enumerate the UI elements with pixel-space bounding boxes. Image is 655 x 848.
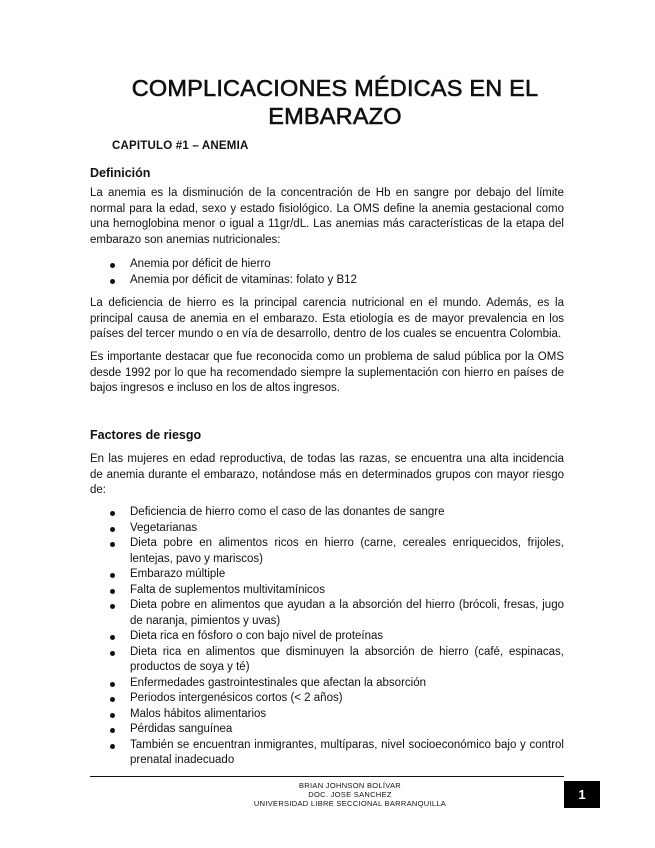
list-item: Enfermedades gastrointestinales que afectan la absorción	[130, 676, 564, 692]
footer-university: UNIVERSIDAD LIBRE SECCIONAL BARRANQUILLA	[253, 799, 447, 808]
list-item: Periodos intergenésicos cortos (< 2 años)	[130, 691, 564, 707]
list-item: Deficiencia de hierro como el caso de las donantes de sangre	[130, 505, 564, 521]
document-title: COMPLICACIONES MÉDICAS EN EL EMBARAZO	[131, 75, 539, 129]
section-heading-definicion: Definición	[90, 166, 151, 180]
list-item: Anemia por déficit de vitaminas: folato y B12	[130, 273, 564, 289]
risk-factors-list	[90, 505, 564, 769]
list-item: Falta de suplementos multivitamínicos	[130, 583, 564, 599]
list-item: Dieta rica en fósforo o con bajo nivel de proteínas	[130, 629, 564, 645]
list-item: Anemia por déficit de hierro	[130, 257, 564, 273]
iron-deficiency-paragraph: La deficiencia de hierro es la principal carencia nutricional en el mundo. Además, es la principal causa de anemia en el embarazo. Esta etiología es de mayor prevalencia en los países del tercer mundo o en vía de desarrollo, dentro de los cuales se encuentra Colombia.	[90, 297, 564, 340]
footer-doctor: DOC. JOSE SANCHEZ	[308, 790, 392, 799]
list-item: Malos hábitos alimentarios	[130, 707, 564, 723]
list-item: Dieta pobre en alimentos que ayudan a la absorción del hierro (brócoli, fresas, jugo de naranja, pimientos y uvas)	[130, 598, 564, 629]
footer	[180, 781, 520, 808]
risk-intro-paragraph: En las mujeres en edad reproductiva, de todas las razas, se encuentra una alta incidencia de anemia durante el embarazo, notándose más en determinados grupos con mayor riesgo de:	[90, 453, 564, 496]
chapter-heading: CAPITULO #1 – ANEMIA	[112, 140, 249, 152]
oms-paragraph: Es importante destacar que fue reconocida como un problema de salud pública por la OMS desde 1992 por lo que ha recomendado siempre la suplementación con hierro en países de bajos ingresos e incluso en los de altos ingresos.	[90, 351, 564, 394]
list-item: Dieta pobre en alimentos ricos en hierro (carne, cereales enriquecidos, frijoles, lentejas, pavo y mariscos)	[130, 536, 564, 567]
list-item: También se encuentran inmigrantes, multíparas, nivel socioeconómico bajo y control prenatal inadecuado	[130, 738, 564, 769]
definition-paragraph: La anemia es la disminución de la concentración de Hb en sangre por debajo del límite normal para la edad, sexo y estado fisiológico. La OMS define la anemia gestacional como una hemoglobina menor o igual a 11gr/dL. Las anemias más características de la etapa del embarazo son anemias nutricionales:	[90, 187, 564, 246]
list-item: Dieta rica en alimentos que disminuyen la absorción de hierro (café, espinacas, productos de soya y té)	[130, 645, 564, 676]
page-number: 1	[564, 781, 600, 808]
list-item: Pérdidas sanguínea	[130, 722, 564, 738]
section-heading-factores: Factores de riesgo	[90, 428, 202, 442]
footer-divider	[90, 776, 564, 777]
list-item: Embarazo múltiple	[130, 567, 564, 583]
footer-author: BRIAN JOHNSON BOLÍVAR	[298, 781, 401, 790]
anemia-types-list	[90, 257, 564, 288]
list-item: Vegetarianas	[130, 521, 564, 537]
